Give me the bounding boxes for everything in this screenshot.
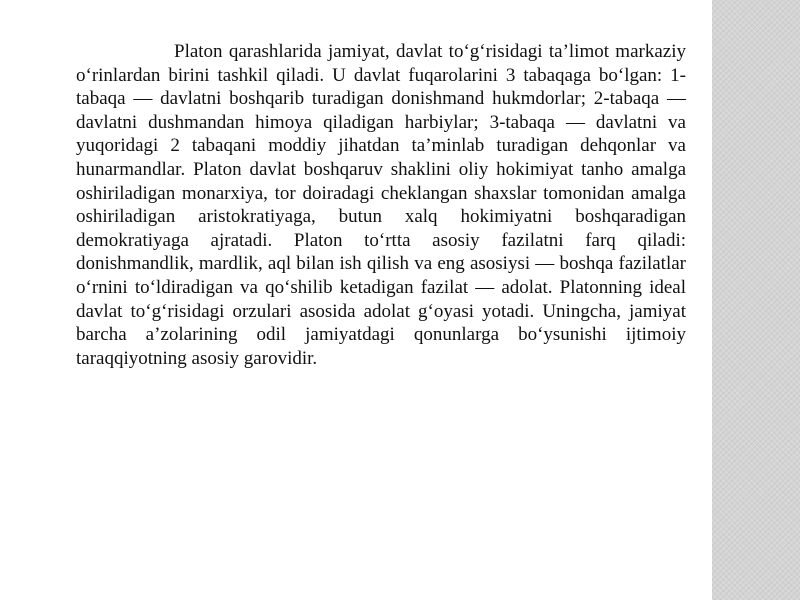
decorative-side-band (712, 0, 800, 600)
body-paragraph: Platon qarashlarida jamiyat, davlat to‘g‘risidagi ta’limot markaziy o‘rinlardan birini tashkil qiladi. U davlat fuqarolarini 3 tabaqaga bo‘lgan: 1-tabaqa — davlatni boshqarib turadigan donishmand hukmdorlar; 2-tabaqa — davlatni dushmandan himoya qiladigan harbiylar; 3-tabaqa — davlatni va yuqoridagi 2 tabaqani moddiy jihatdan ta’minlab turadigan dehqonlar va hunarmandlar. Platon davlat boshqaruv shaklini oliy hokimiyat tanho amalga oshiriladigan monarxiya, tor doiradagi cheklangan shaxslar tomonidan amalga oshiriladigan aristokratiyaga, butun xalq hokimiyatni boshqaradigan demokratiyaga ajratadi. Platon to‘rtta asosiy fazilatni farq qiladi: donishmandlik, mardlik, aql bilan ish qilish va eng asosiysi — boshqa fazilatlar o‘rnini to‘ldiradigan va qo‘shilib ketadigan fazilat — adolat. Platonning ideal davlat to‘g‘risidagi orzulari asosida adolat g‘oyasi yotadi. Uningcha, jamiyat barcha a’zolarining odil jamiyatdagi qonunlarga bo‘ysunishi ijtimoiy taraqqiyotning asosiy garovidir. (76, 41, 686, 369)
